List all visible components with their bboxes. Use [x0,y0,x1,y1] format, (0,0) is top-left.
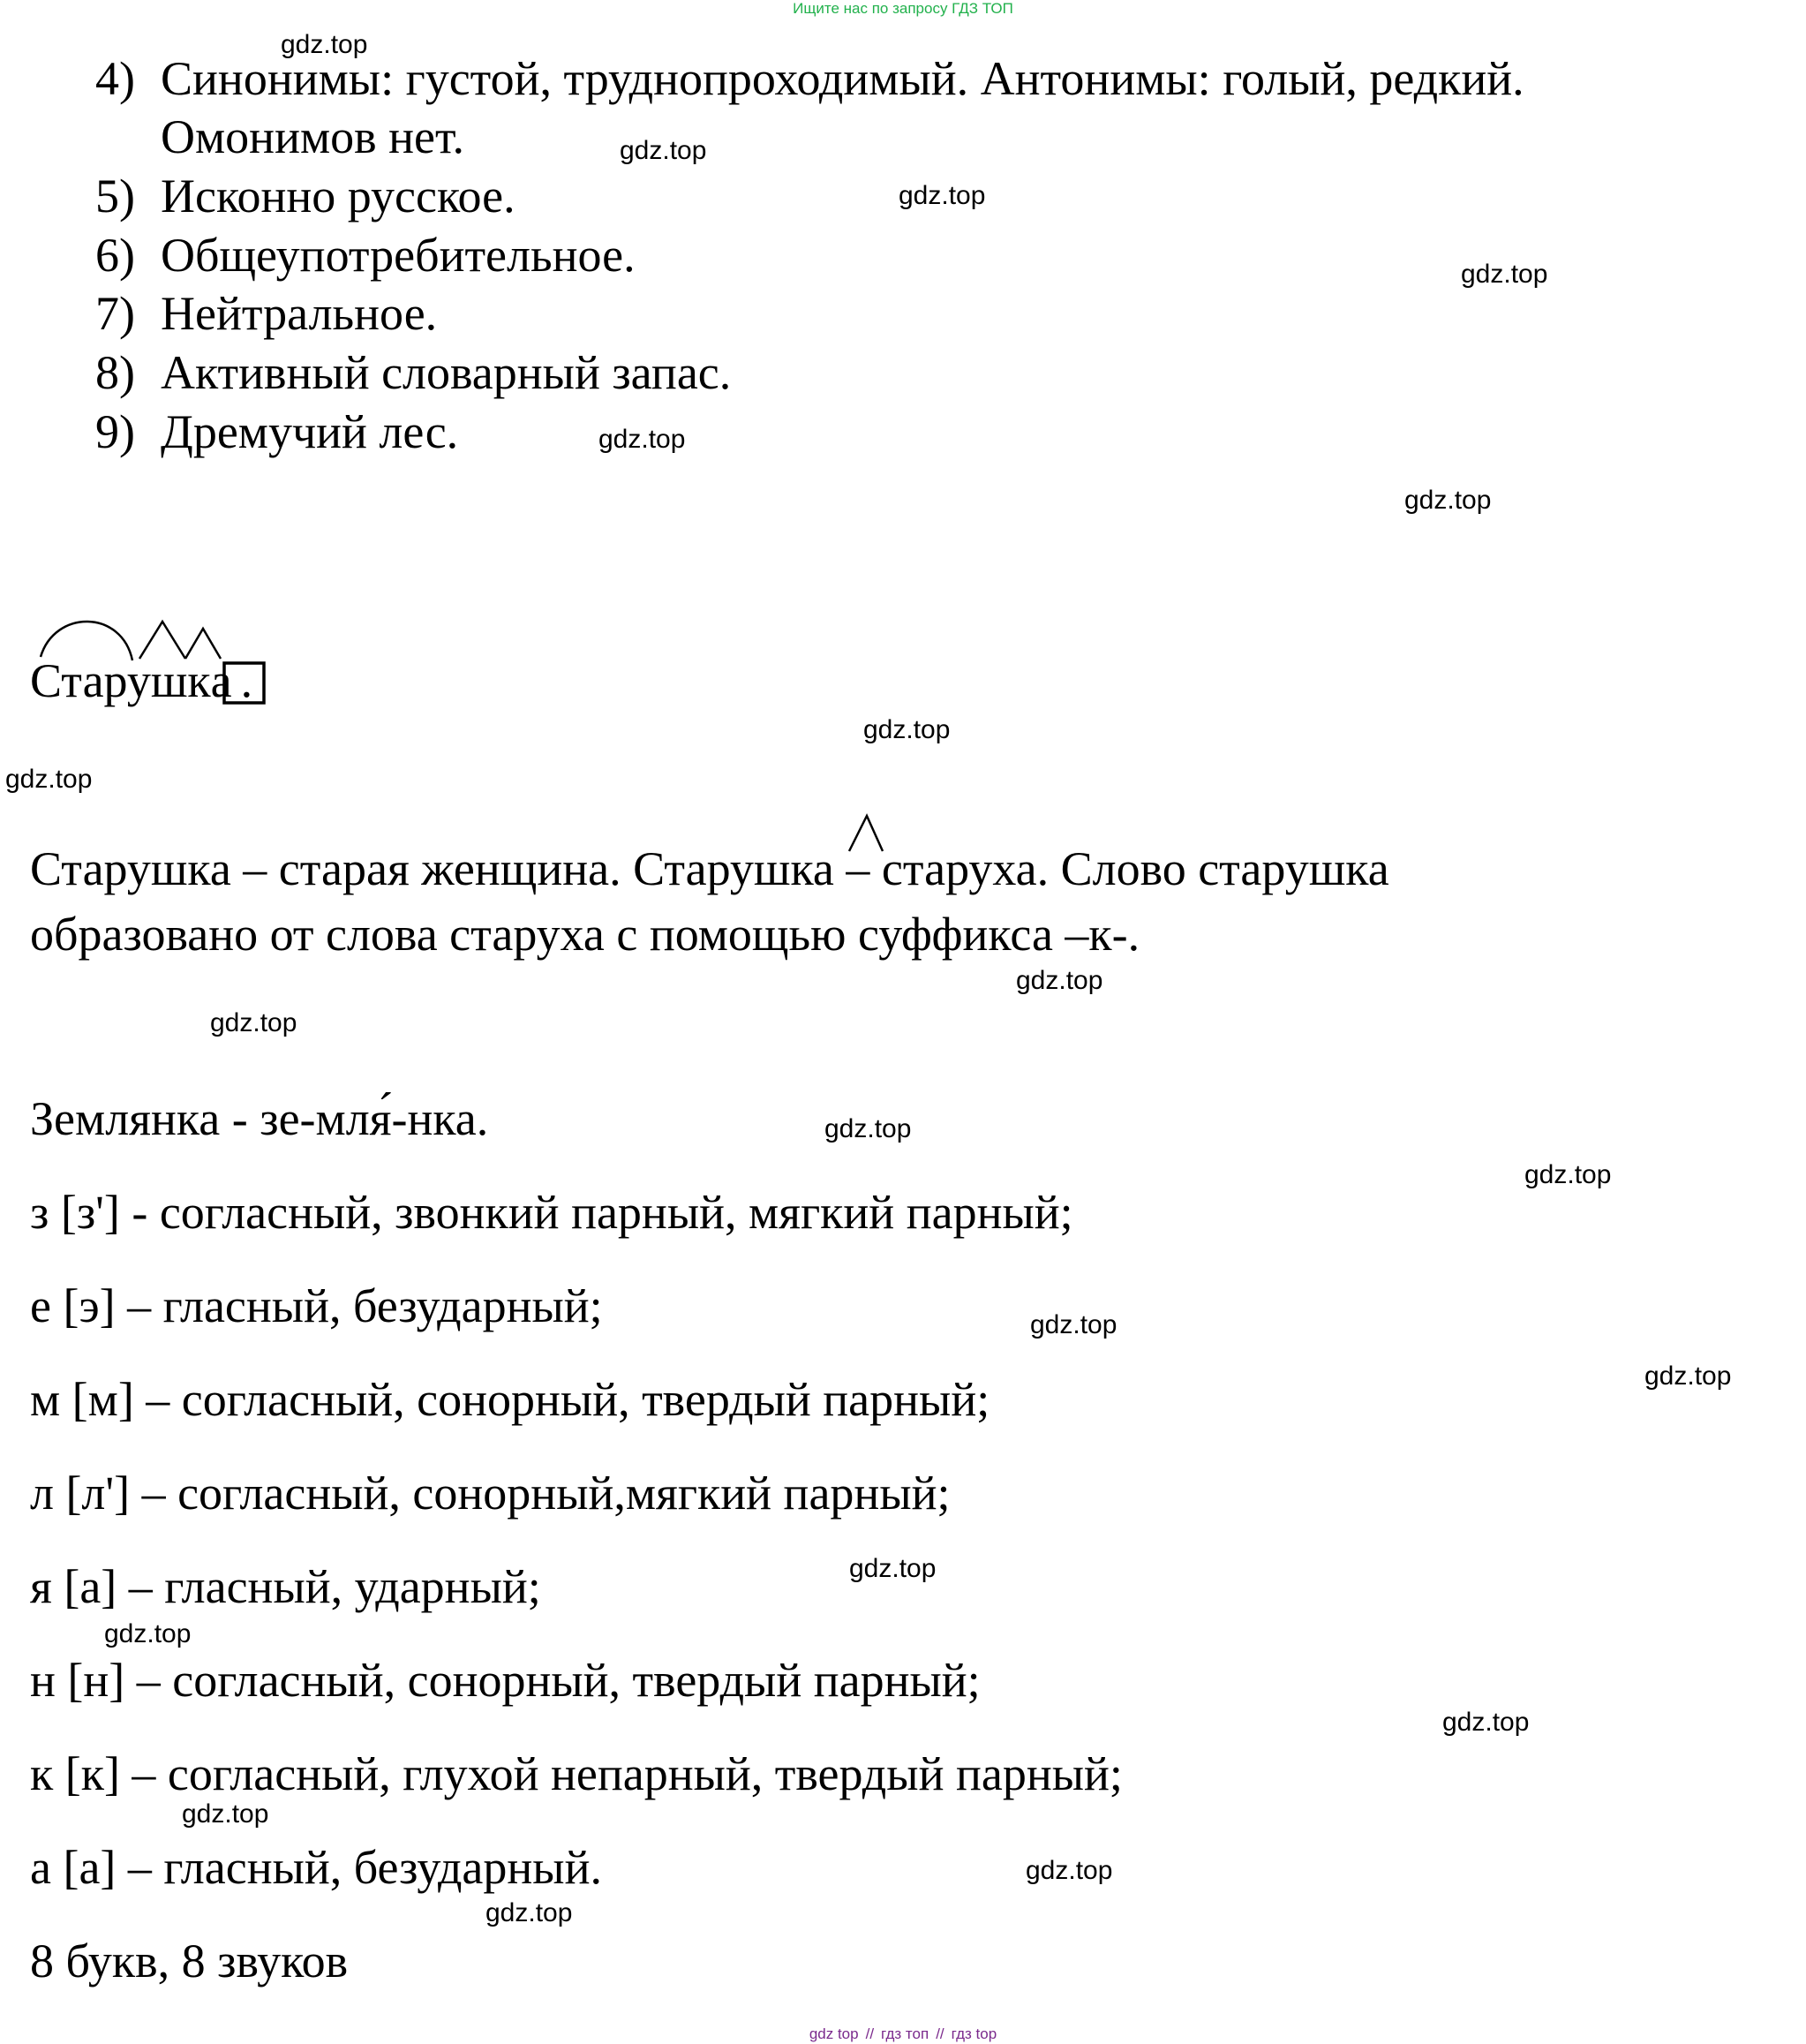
list-number: 4) [95,52,135,105]
phonetic-line: к [к] – согласный, глухой непарный, твердый парный; [30,1747,1123,1800]
watermark: gdz.top [824,1114,912,1143]
list-number: 7) [95,287,135,340]
watermark: gdz.top [1644,1361,1732,1391]
phonetic-line: е [э] – гласный, безударный; [30,1279,603,1332]
watermark: gdz.top [182,1799,269,1829]
list-text: Общеупотребительное. [161,229,636,282]
footer-separator: // [865,2025,875,2042]
watermark: gdz.top [1442,1708,1530,1737]
watermark: gdz.top [281,30,368,59]
phonetic-line: з [з'] - согласный, звонкий парный, мягкий парный; [30,1186,1073,1239]
watermark: gdz.top [1026,1856,1113,1885]
footer-links [0,2025,1806,2043]
footer-link[interactable]: гдз top [951,2025,997,2042]
phonetic-line: м [м] – согласный, сонорный, твердый парный; [30,1373,990,1426]
phonetic-line: я [а] – гласный, ударный; [30,1560,541,1613]
watermark: gdz.top [485,1898,573,1927]
watermark: gdz.top [1404,486,1492,515]
list-text: Дремучий лес. [161,405,459,458]
watermark: gdz.top [210,1008,297,1037]
list-number: 5) [95,170,135,223]
watermark: gdz.top [1016,966,1103,995]
list-text: Активный словарный запас. [161,346,732,399]
list-text: Исконно русское. [161,170,515,223]
watermark: gdz.top [1461,260,1548,289]
watermark: gdz.top [863,715,951,744]
search-banner: Ищите нас по запросу ГДЗ ТОП [793,0,1013,17]
watermark: gdz.top [1030,1310,1117,1339]
list-text: Нейтральное. [161,287,438,340]
phonetic-line: н [н] – согласный, сонорный, твердый парный; [30,1654,981,1707]
formation-line: образовано от слова старуха с помощью суффикса –к-. [30,908,1140,961]
word-ending: а [210,654,232,707]
watermark: gdz.top [899,181,986,210]
watermark: gdz.top [104,1619,192,1648]
phonetic-line: л [л'] – согласный, сонорный,мягкий парный; [30,1467,951,1520]
list-text: Синонимы: густой, труднопроходимый. Антонимы: голый, редкий. [161,52,1524,105]
word-punct: . [240,654,253,707]
footer-link[interactable]: gdz top [809,2025,859,2042]
list-number: 6) [95,229,135,282]
phonetic-summary: 8 букв, 8 звуков [30,1935,349,1987]
watermark: gdz.top [849,1554,937,1583]
footer-separator: // [936,2025,944,2042]
list-number: 9) [95,405,135,458]
list-number: 8) [95,346,135,399]
phonetic-line: а [а] – гласный, безударный. [30,1841,602,1894]
list-text: Омонимов нет. [161,110,465,163]
watermark: gdz.top [620,136,707,165]
phonetic-title: Землянка - зе-мля́-нка. [30,1092,489,1145]
watermark: gdz.top [5,765,93,794]
watermark: gdz.top [1524,1160,1612,1189]
word-stem: Старушк [30,654,211,707]
formation-line: Старушка – старая женщина. Старушка – старуха. Слово старушка [30,842,1389,895]
footer-link[interactable]: гдз топ [881,2025,929,2042]
watermark: gdz.top [598,425,686,454]
morph-word [30,648,252,713]
